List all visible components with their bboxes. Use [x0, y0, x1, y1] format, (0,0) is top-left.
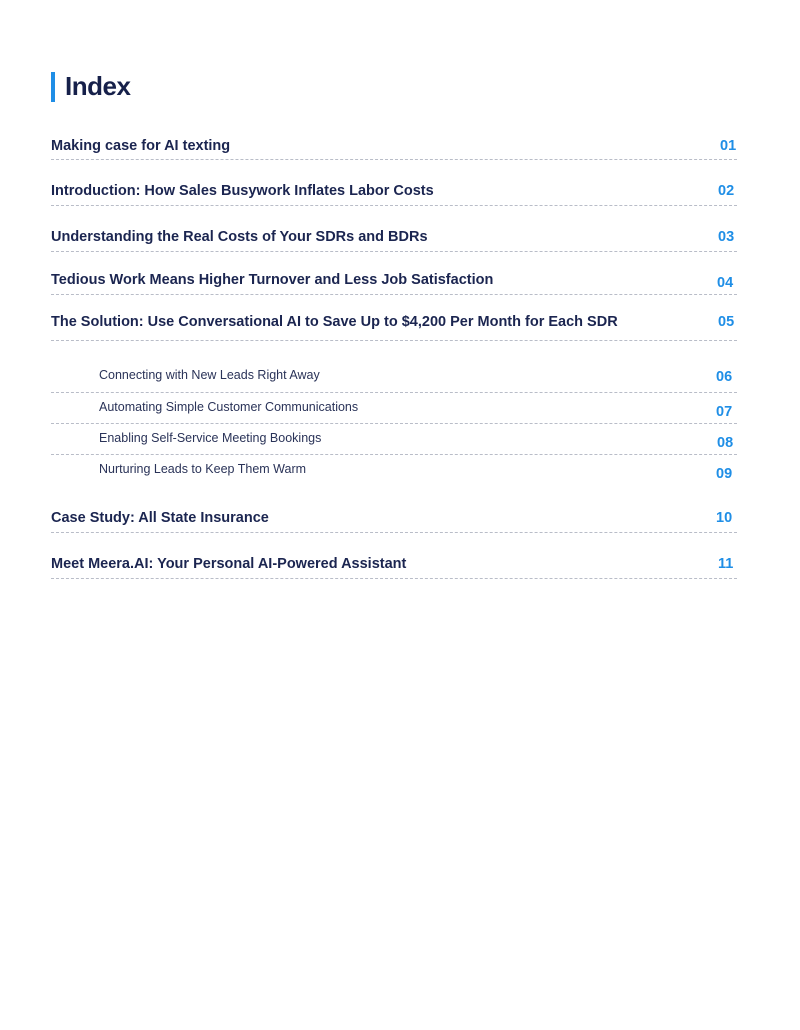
dashed-divider: [51, 578, 737, 579]
toc-entry-title: Making case for AI texting: [51, 138, 231, 154]
index-heading: [51, 71, 130, 102]
dashed-divider: [51, 251, 737, 252]
toc-entry-title: Tedious Work Means Higher Turnover and Less Job Satisfaction: [51, 272, 494, 288]
toc-entry-title: Meet Meera.AI: Your Personal AI-Powered Assistant: [51, 556, 407, 572]
toc-entry-title: Understanding the Real Costs of Your SDRs and BDRs: [51, 229, 428, 245]
toc-entry-title: The Solution: Use Conversational AI to Save Up to $4,200 Per Month for Each SDR: [51, 314, 618, 330]
toc-entry-page: 07: [716, 404, 733, 420]
toc-entry-title: Case Study: All State Insurance: [51, 510, 269, 526]
toc-entry-title: Nurturing Leads to Keep Them Warm: [99, 462, 307, 476]
dashed-divider: [51, 423, 737, 424]
toc-entry-page: 02: [718, 183, 735, 199]
dashed-divider: [51, 392, 737, 393]
dashed-divider: [51, 294, 737, 295]
dashed-divider: [51, 340, 737, 341]
toc-entry-title: Automating Simple Customer Communications: [99, 400, 359, 414]
toc-entry-page: 04: [717, 275, 734, 291]
toc-entry-page: 06: [716, 369, 733, 385]
dashed-divider: [51, 159, 737, 160]
toc-entry-page: 01: [720, 138, 737, 154]
toc-entry-page: 03: [718, 229, 735, 245]
dashed-divider: [51, 205, 737, 206]
dashed-divider: [51, 532, 737, 533]
toc-entry-page: 11: [718, 556, 734, 572]
toc-entry-title: Connecting with New Leads Right Away: [99, 368, 320, 382]
dashed-divider: [51, 454, 737, 455]
toc-entry-title: Introduction: How Sales Busywork Inflates Labor Costs: [51, 183, 434, 199]
toc-entry-page: 09: [716, 466, 733, 482]
toc-entry-page: 10: [716, 510, 733, 526]
toc-entry-page: 05: [718, 314, 735, 330]
toc-entry-page: 08: [717, 435, 734, 451]
page-title: Index: [65, 71, 131, 101]
toc-entry-title: Enabling Self-Service Meeting Bookings: [99, 431, 322, 445]
heading-accent-bar: [51, 72, 55, 102]
